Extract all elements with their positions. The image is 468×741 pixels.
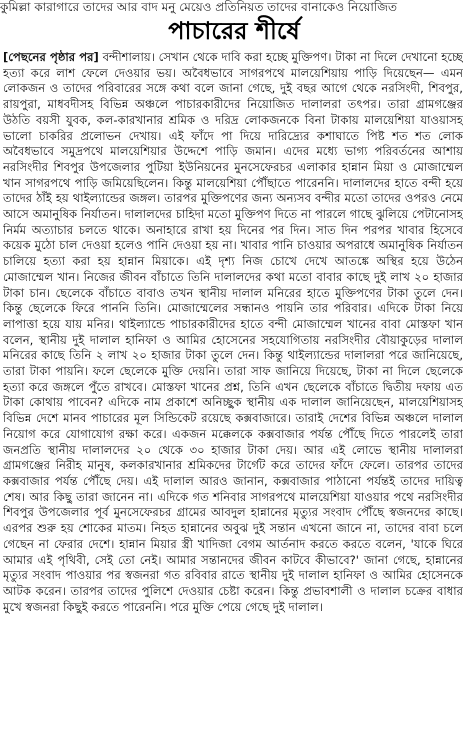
article-body	[3, 50, 463, 738]
article-paragraph	[3, 50, 463, 615]
cut-off-top-text: কুমিল্লা কারাগারে তাদের আর বাদ মনু মেয়েও প্রতিনিয়ত তাদের বানাকেও নিয়োজিত	[0, 0, 397, 14]
continued-from-label: [পেছনের পৃষ্ঠার পর]	[3, 50, 99, 64]
article-text: বন্দীশালায়। সেখান থেকে দাবি করা হচ্ছে মুক্তিপণ। টাকা না দিলে দেখানো হচ্ছে হত্যা করে লাশ ফেলে দেওয়ার ভয়। অবৈধভাবে সাগরপথে মালয়েশিয়ায় পাড়ি দিয়েছেন— এমন লোকজন ও তাদের পরিবারের সঙ্গে কথা বলে জানা গেছে, দুই বছর আগে থেকে নরসিংদী, শিবপুর, রায়পুরা, মাধবদীসহ বিভিন্ন অঞ্চলে পাচারকারীদের নিয়োজিত দালালরা তৎপর। তারা গ্রামগঞ্জের উঠতি বয়সী যুবক, কল-কারখানার শ্রমিক ও দরিদ্র লোকজনকে বিনা টাকায় মালয়েশিয়া যাওয়াসহ ভালো চাকরির প্রলোভন দেখায়। এই ফাঁদে পা দিয়ে দারিদ্র্যের কশাঘাতে পিষ্ট শত শত লোক অবৈধভাবে সমুদ্রপথে মালয়েশিয়ার উদ্দেশে পাড়ি জমান। এদের মধ্যে ভাগ্য পরিবর্তনের আশায় নরসিংদীর শিবপুর উপজেলার পুটিয়া ইউনিয়নের মুনসেফেরচর এলাকার হান্নান মিয়া ও মোজাম্মেল খান সাগরপথে পাড়ি জমিয়েছিলেন। কিন্তু মালয়েশিয়া পৌঁছাতে পারেননি। দালালদের হাতে বন্দী হয়ে তাদের ঠাঁই হয় থাইল্যান্ডের জঙ্গল। তারপর মুক্তিপণের জন্য অন্যসব বন্দীর মতো তাদের ওপরও নেমে আসে অমানুষিক নির্যাতন। দালালদের চাহিদা মতো মুক্তিপণ দিতে না পারলে গাছে ঝুলিয়ে পেটানোসহ নির্মম অত্যাচার চলতে থাকে। অনাহারে রাখা হয় দিনের পর দিন। সাত দিন পরপর খাবার হিসেবে কয়েক মুঠো চাল দেওয়া হলেও পানি দেওয়া হয় না। খাবার পানি চাওয়ার অপরাধে অমানুষিক নির্যাতন চালিয়ে হত্যা করা হয় হান্নান মিয়াকে। এই দৃশ্য নিজ চোখে দেখে আতঙ্কে অস্থির হয়ে উঠেন মোজাম্মেল খান। নিজের জীবন বাঁচাতে তিনি দালালদের কথা মতো বাবার কাছে দুই লাখ ২০ হাজার টাকা চান। ছেলেকে বাঁচাতে বাবাও তখন স্থানীয় দালাল মনিরের হাতে মুক্তিপণের টাকা তুলে দেন। কিন্তু ছেলেকে ফিরে পাননি তিনি। মোজাম্মেলের সন্ধানও পায়নি তার পরিবার। এদিকে টাকা নিয়ে লাপাত্তা হয়ে যায় মনির। থাইল্যান্ডে পাচারকারীদের হাতে বন্দী মোজাম্মেল খানের বাবা মোস্তফা খান বলেন, স্থানীয় দুই দালাল হানিফা ও আমির হোসেনের সহযোগিতায় নরসিংদীর বৌয়াকুড়ের দালাল মনিরের কাছে তিনি ২ লাখ ২০ হাজার টাকা তুলে দেন। কিন্তু থাইল্যান্ডের দালালরা পরে জানিয়েছে, তারা টাকা পায়নি। ফলে ছেলেকে মুক্তি দেয়নি। তারা সাফ জানিয়ে দিয়েছে, টাকা না দিলে ছেলেকে হত্যা করে জঙ্গলে পুঁতে রাখবে। মোস্তফা খানের প্রশ্ন, তিনি এখন ছেলেকে বাঁচাতে দ্বিতীয় দফায় এত টাকা কোথায় পাবেন? এদিকে নাম প্রকাশে অনিচ্ছুক স্থানীয় এক দালাল জানিয়েছেন, মালয়েশিয়াসহ বিভিন্ন দেশে মানব পাচারের মূল সিন্ডিকেট রয়েছে কক্সবাজারে। তারাই দেশের বিভিন্ন অঞ্চলে দালাল নিয়োগ করে যোগাযোগ রক্ষা করে। একজন মক্কেলকে কক্সবাজার পর্যন্ত পৌঁছে দিতে পারলেই তারা জনপ্রতি স্থানীয় দালালদের ২০ থেকে ৩০ হাজার টাকা দেয়। আর এই লোভে স্থানীয় দালালরা গ্রামগঞ্জের নিরীহ মানুষ, কলকারখানার শ্রমিকদের টার্গেট করে তাদের ফাঁদে ফেলে। তারপর তাদের কক্সবাজার পর্যন্ত পৌঁছে দেয়। এই দালাল আরও জানান, কক্সবাজার পাঠানো পর্যন্তই তাদের দায়িত্ব শেষ। আর কিছু তারা জানেন না। এদিকে গত শনিবার সাগরপথে মালয়েশিয়া যাওয়ার পথে নরসিংদীর শিবপুর উপজেলার পূর্ব মুনসেফেরচর গ্রামের আবদুল হান্নানের মৃত্যুর সংবাদ পৌঁছে স্বজনদের কাছে। এরপর শুরু হয় শোকের মাতম। নিহত হান্নানের অবুঝ দুই সন্তান এখনো জানে না, তাদের বাবা চলে গেছেন না ফেরার দেশে। হান্নান মিয়ার স্ত্রী খাদিজা বেগম আর্তনাদ করতে করতে বলেন, 'যাকে ঘিরে আমার এই পৃথিবী, সেই তো নেই। আমার সন্তানদের জীবন কাটবে কীভাবে?' জানা গেছে, হান্নানের মৃত্যুর সংবাদ পাওয়ার পর স্বজনরা গত রবিবার রাতে স্থানীয় দুই দালাল হানিফা ও আমির হোসেনকে আটক করেন। তারপর তাদের পুলিশে দেওয়ার চেষ্টা করেন। কিন্তু প্রভাবশালী ও দালাল চক্রের বাধার মুখে স্বজনরা কিছুই করতে পারেননি। পরে মুক্তি পেয়ে গেছে দুই দালাল।	[3, 50, 463, 614]
headline: পাচারের শীর্ষে	[168, 16, 300, 45]
